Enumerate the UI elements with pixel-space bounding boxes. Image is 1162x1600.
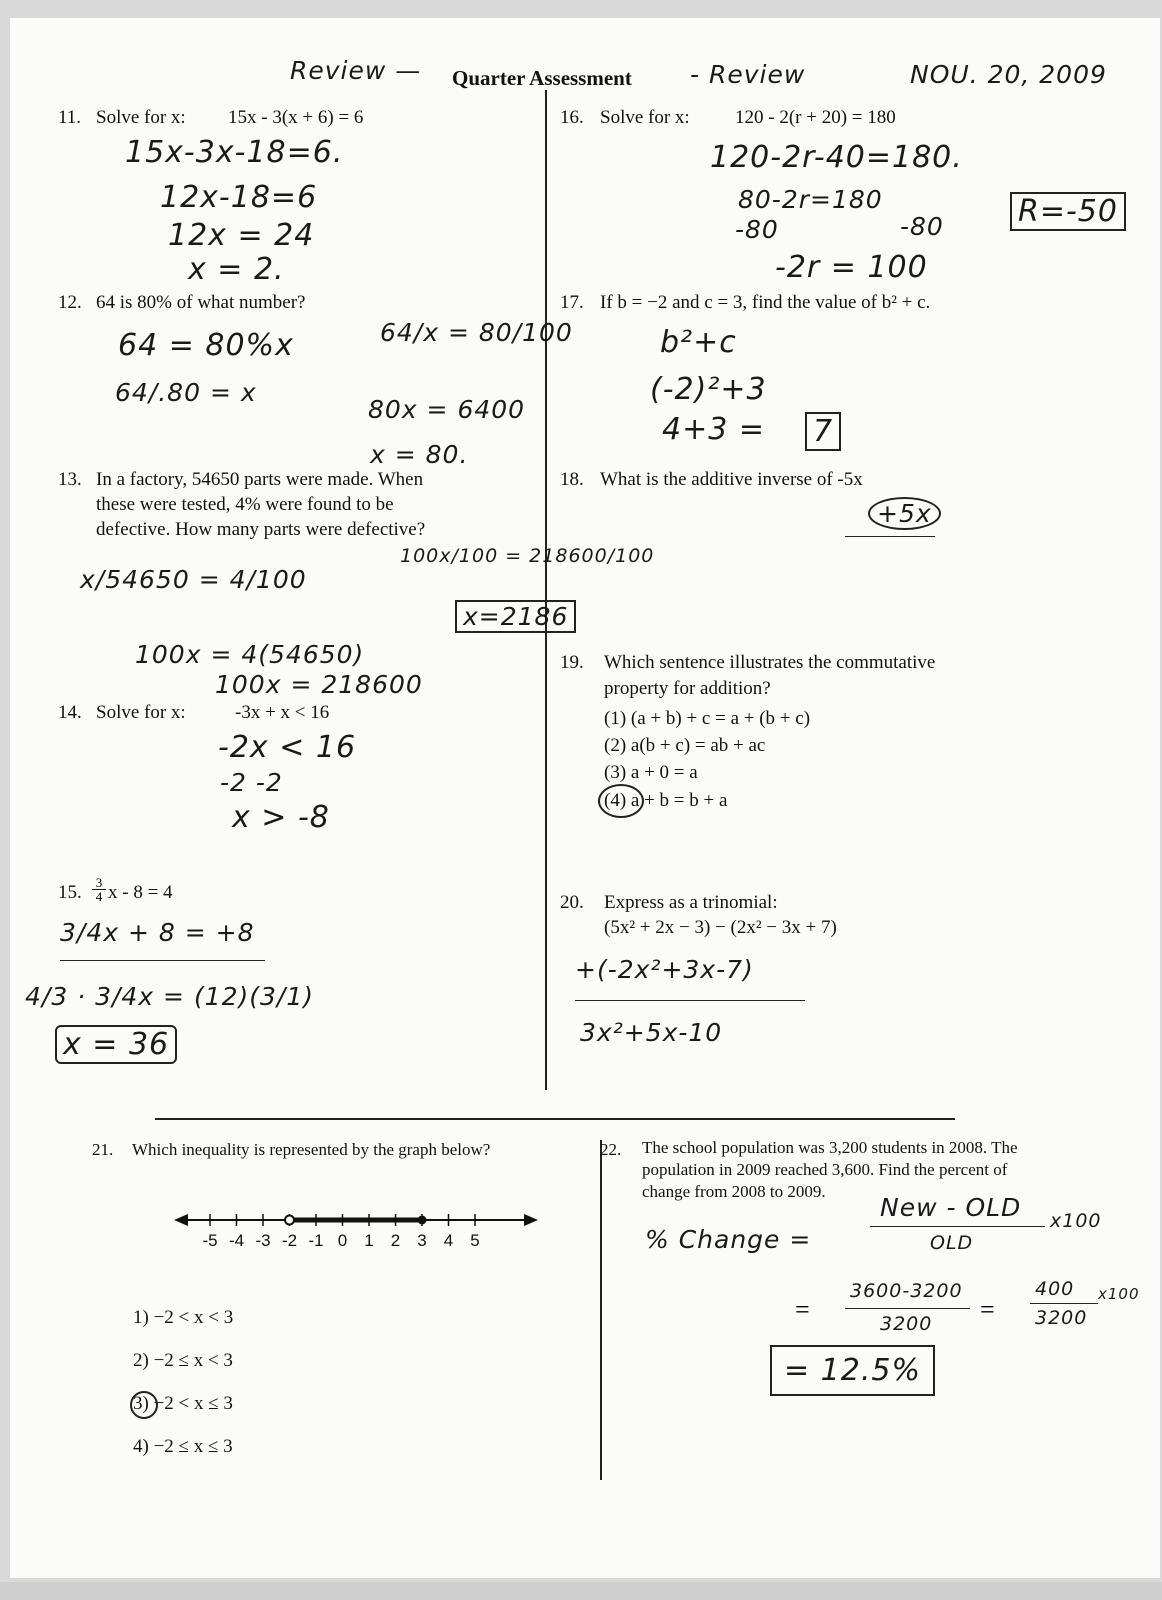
q12-prompt: 64 is 80% of what number? <box>96 292 306 313</box>
q16-work-5: -2r = 100 <box>775 250 928 285</box>
q15-fraction-denominator: 4 <box>95 889 103 904</box>
q20-prompt: Express as a trinomial: <box>604 892 778 913</box>
q15-equation-rest: x - 8 = 4 <box>108 882 173 903</box>
q20-underline <box>575 1000 805 1001</box>
number-line-label: 4 <box>443 1231 454 1250</box>
q21-option-3: 3) −2 < x ≤ 3 <box>133 1393 233 1414</box>
q13-prompt-line-3: defective. How many parts were defective? <box>96 519 426 540</box>
number-line-label: 1 <box>364 1231 374 1250</box>
q14-number: 14. <box>58 702 82 723</box>
q20-work-2: 3x²+5x-10 <box>580 1018 723 1047</box>
q21-option-2: 2) −2 ≤ x < 3 <box>133 1350 233 1371</box>
q18-answer: +5x <box>868 497 941 530</box>
section-divider <box>155 1118 955 1120</box>
q21-prompt: Which inequality is represented by the graph below? <box>132 1140 491 1159</box>
q12-work-2: 64/.80 = x <box>115 378 257 407</box>
q15-work-1: 3/4x + 8 = +8 <box>60 918 255 947</box>
q19-option-4: (4) a + b = b + a <box>604 790 728 811</box>
q15-number: 15. <box>58 882 82 903</box>
q13-work-4: 100x/100 = 218600/100 <box>400 545 655 567</box>
q22-work-sub-den: 3200 <box>880 1313 933 1335</box>
q22-work-ratio-num: 400 <box>1035 1278 1075 1300</box>
header-note-right: - Review <box>690 60 806 89</box>
q19-selected-circle <box>598 784 644 818</box>
q17-work-3: 4+3 = <box>662 412 765 447</box>
number-line-open-point <box>285 1216 294 1225</box>
q22-work-ratio-times: x100 <box>1098 1285 1140 1303</box>
q18-prompt: What is the additive inverse of -5x <box>600 469 863 490</box>
q11-work-3: 12x = 24 <box>168 218 315 253</box>
q17-work-1: b²+c <box>660 325 737 360</box>
q20-expression: (5x² + 2x − 3) − (2x² − 3x + 7) <box>604 917 837 938</box>
q21-number-line <box>170 1200 550 1250</box>
q13-work-2: 100x = 4(54650) <box>135 640 365 669</box>
q21-option-4: 4) −2 ≤ x ≤ 3 <box>133 1436 233 1457</box>
column-divider-bottom <box>600 1140 602 1480</box>
q17-work-2: (-2)²+3 <box>650 372 767 407</box>
q21-selected-circle <box>130 1391 158 1419</box>
q14-work-2: -2 -2 <box>220 768 283 797</box>
number-line-right-arrow <box>524 1214 538 1226</box>
q16-number: 16. <box>560 107 584 128</box>
q11-equation: 15x - 3(x + 6) = 6 <box>228 107 364 128</box>
q11-number: 11. <box>58 107 82 128</box>
q14-work-1: -2x < 16 <box>218 730 357 765</box>
q19-prompt-line-1: Which sentence illustrates the commutative <box>604 652 936 673</box>
number-line-label: 3 <box>417 1231 427 1250</box>
q11-work-2: 12x-18=6 <box>160 180 318 215</box>
q19-option-3: (3) a + 0 = a <box>604 762 698 783</box>
q22-work-denominator: OLD <box>930 1232 974 1254</box>
q17-number: 17. <box>560 292 584 313</box>
q21-option-1: 1) −2 < x < 3 <box>133 1307 234 1328</box>
q19-option-1: (1) (a + b) + c = a + (b + c) <box>604 708 811 729</box>
header-note-left: Review — <box>290 56 422 85</box>
q13-prompt-line-2: these were tested, 4% were found to be <box>96 494 394 515</box>
q13-work-1: x/54650 = 4/100 <box>80 565 307 594</box>
q15-fraction <box>92 876 106 903</box>
q15-answer: x = 36 <box>55 1025 177 1064</box>
q13-prompt-line-1: In a factory, 54650 parts were made. When <box>96 469 424 490</box>
q22-number: 22. <box>600 1140 622 1159</box>
q18-underline <box>845 536 935 537</box>
q16-answer: R=-50 <box>1010 192 1126 231</box>
q19-prompt-line-2: property for addition? <box>604 678 771 699</box>
q13-number: 13. <box>58 469 82 490</box>
q20-work-1: +(-2x²+3x-7) <box>575 955 754 984</box>
q12-number: 12. <box>58 292 82 313</box>
q16-equation: 120 - 2(r + 20) = 180 <box>735 107 896 128</box>
number-line-label: 5 <box>470 1231 480 1250</box>
q22-equals: = <box>795 1295 810 1324</box>
number-line-label: -4 <box>228 1231 245 1250</box>
q15-underline <box>60 960 265 961</box>
q13-work-3: 100x = 218600 <box>215 670 423 699</box>
q11-prompt: Solve for x: <box>96 107 186 128</box>
q22-work-numerator: New - OLD <box>880 1193 1022 1222</box>
q14-work-3: x > -8 <box>232 800 330 835</box>
q11-work-1: 15x-3x-18=6. <box>125 135 344 170</box>
q12-work-4: 80x = 6400 <box>368 395 526 424</box>
q21-number: 21. <box>92 1140 114 1159</box>
number-line-label: -2 <box>281 1231 298 1250</box>
q15-work-2: 4/3 · 3/4x = (12)(3/1) <box>25 982 315 1011</box>
q22-equals-2: = <box>980 1295 995 1324</box>
column-divider-top <box>545 90 547 1090</box>
q22-work-label: % Change = <box>645 1225 812 1254</box>
q16-prompt: Solve for x: <box>600 107 690 128</box>
q19-number: 19. <box>560 652 584 673</box>
q14-inequality: -3x + x < 16 <box>235 702 330 723</box>
number-line-left-arrow <box>174 1214 188 1226</box>
scan-edge <box>0 1582 1162 1600</box>
q16-work-4: -80 <box>900 212 944 241</box>
q22-fraction-bar-2 <box>845 1308 970 1309</box>
q22-prompt-line-1: The school population was 3,200 students in 2008. The <box>642 1138 1018 1157</box>
q19-option-2: (2) a(b + c) = ab + ac <box>604 735 766 756</box>
q16-work-2: 80-2r=180 <box>738 185 883 214</box>
q16-work-3: -80 <box>735 215 779 244</box>
q17-answer: 7 <box>805 412 841 451</box>
number-line-label: -5 <box>202 1231 218 1250</box>
q22-fraction-bar-3 <box>1030 1303 1098 1304</box>
q22-fraction-bar-1 <box>870 1226 1045 1227</box>
q22-work-sub-num: 3600-3200 <box>850 1280 963 1302</box>
number-line-label: 0 <box>337 1231 348 1250</box>
number-line-label: -1 <box>308 1231 324 1250</box>
q22-prompt-line-3: change from 2008 to 2009. <box>642 1182 826 1201</box>
number-line-closed-point <box>418 1216 427 1225</box>
q12-work-1: 64 = 80%x <box>118 328 294 363</box>
q20-number: 20. <box>560 892 584 913</box>
q13-answer: x=2186 <box>455 600 576 633</box>
q18-number: 18. <box>560 469 584 490</box>
q12-work-3: 64/x = 80/100 <box>380 318 573 347</box>
q22-answer: = 12.5% <box>770 1345 935 1396</box>
q11-work-4: x = 2. <box>188 252 285 287</box>
q22-prompt-line-2: population in 2009 reached 3,600. Find the percent of <box>642 1160 1008 1179</box>
page-title: Quarter Assessment <box>452 66 632 90</box>
header-date: NOU. 20, 2009 <box>910 60 1107 89</box>
number-line-label: -3 <box>255 1231 271 1250</box>
q22-work-ratio-den: 3200 <box>1035 1307 1088 1329</box>
q14-prompt: Solve for x: <box>96 702 186 723</box>
q17-prompt: If b = −2 and c = 3, find the value of b² + c. <box>600 292 931 313</box>
number-line-label: 2 <box>390 1231 401 1250</box>
q22-work-times: x100 <box>1050 1210 1102 1232</box>
q16-work-1: 120-2r-40=180. <box>710 140 963 175</box>
q12-work-5: x = 80. <box>370 440 469 469</box>
q15-fraction-numerator: 3 <box>92 876 106 890</box>
